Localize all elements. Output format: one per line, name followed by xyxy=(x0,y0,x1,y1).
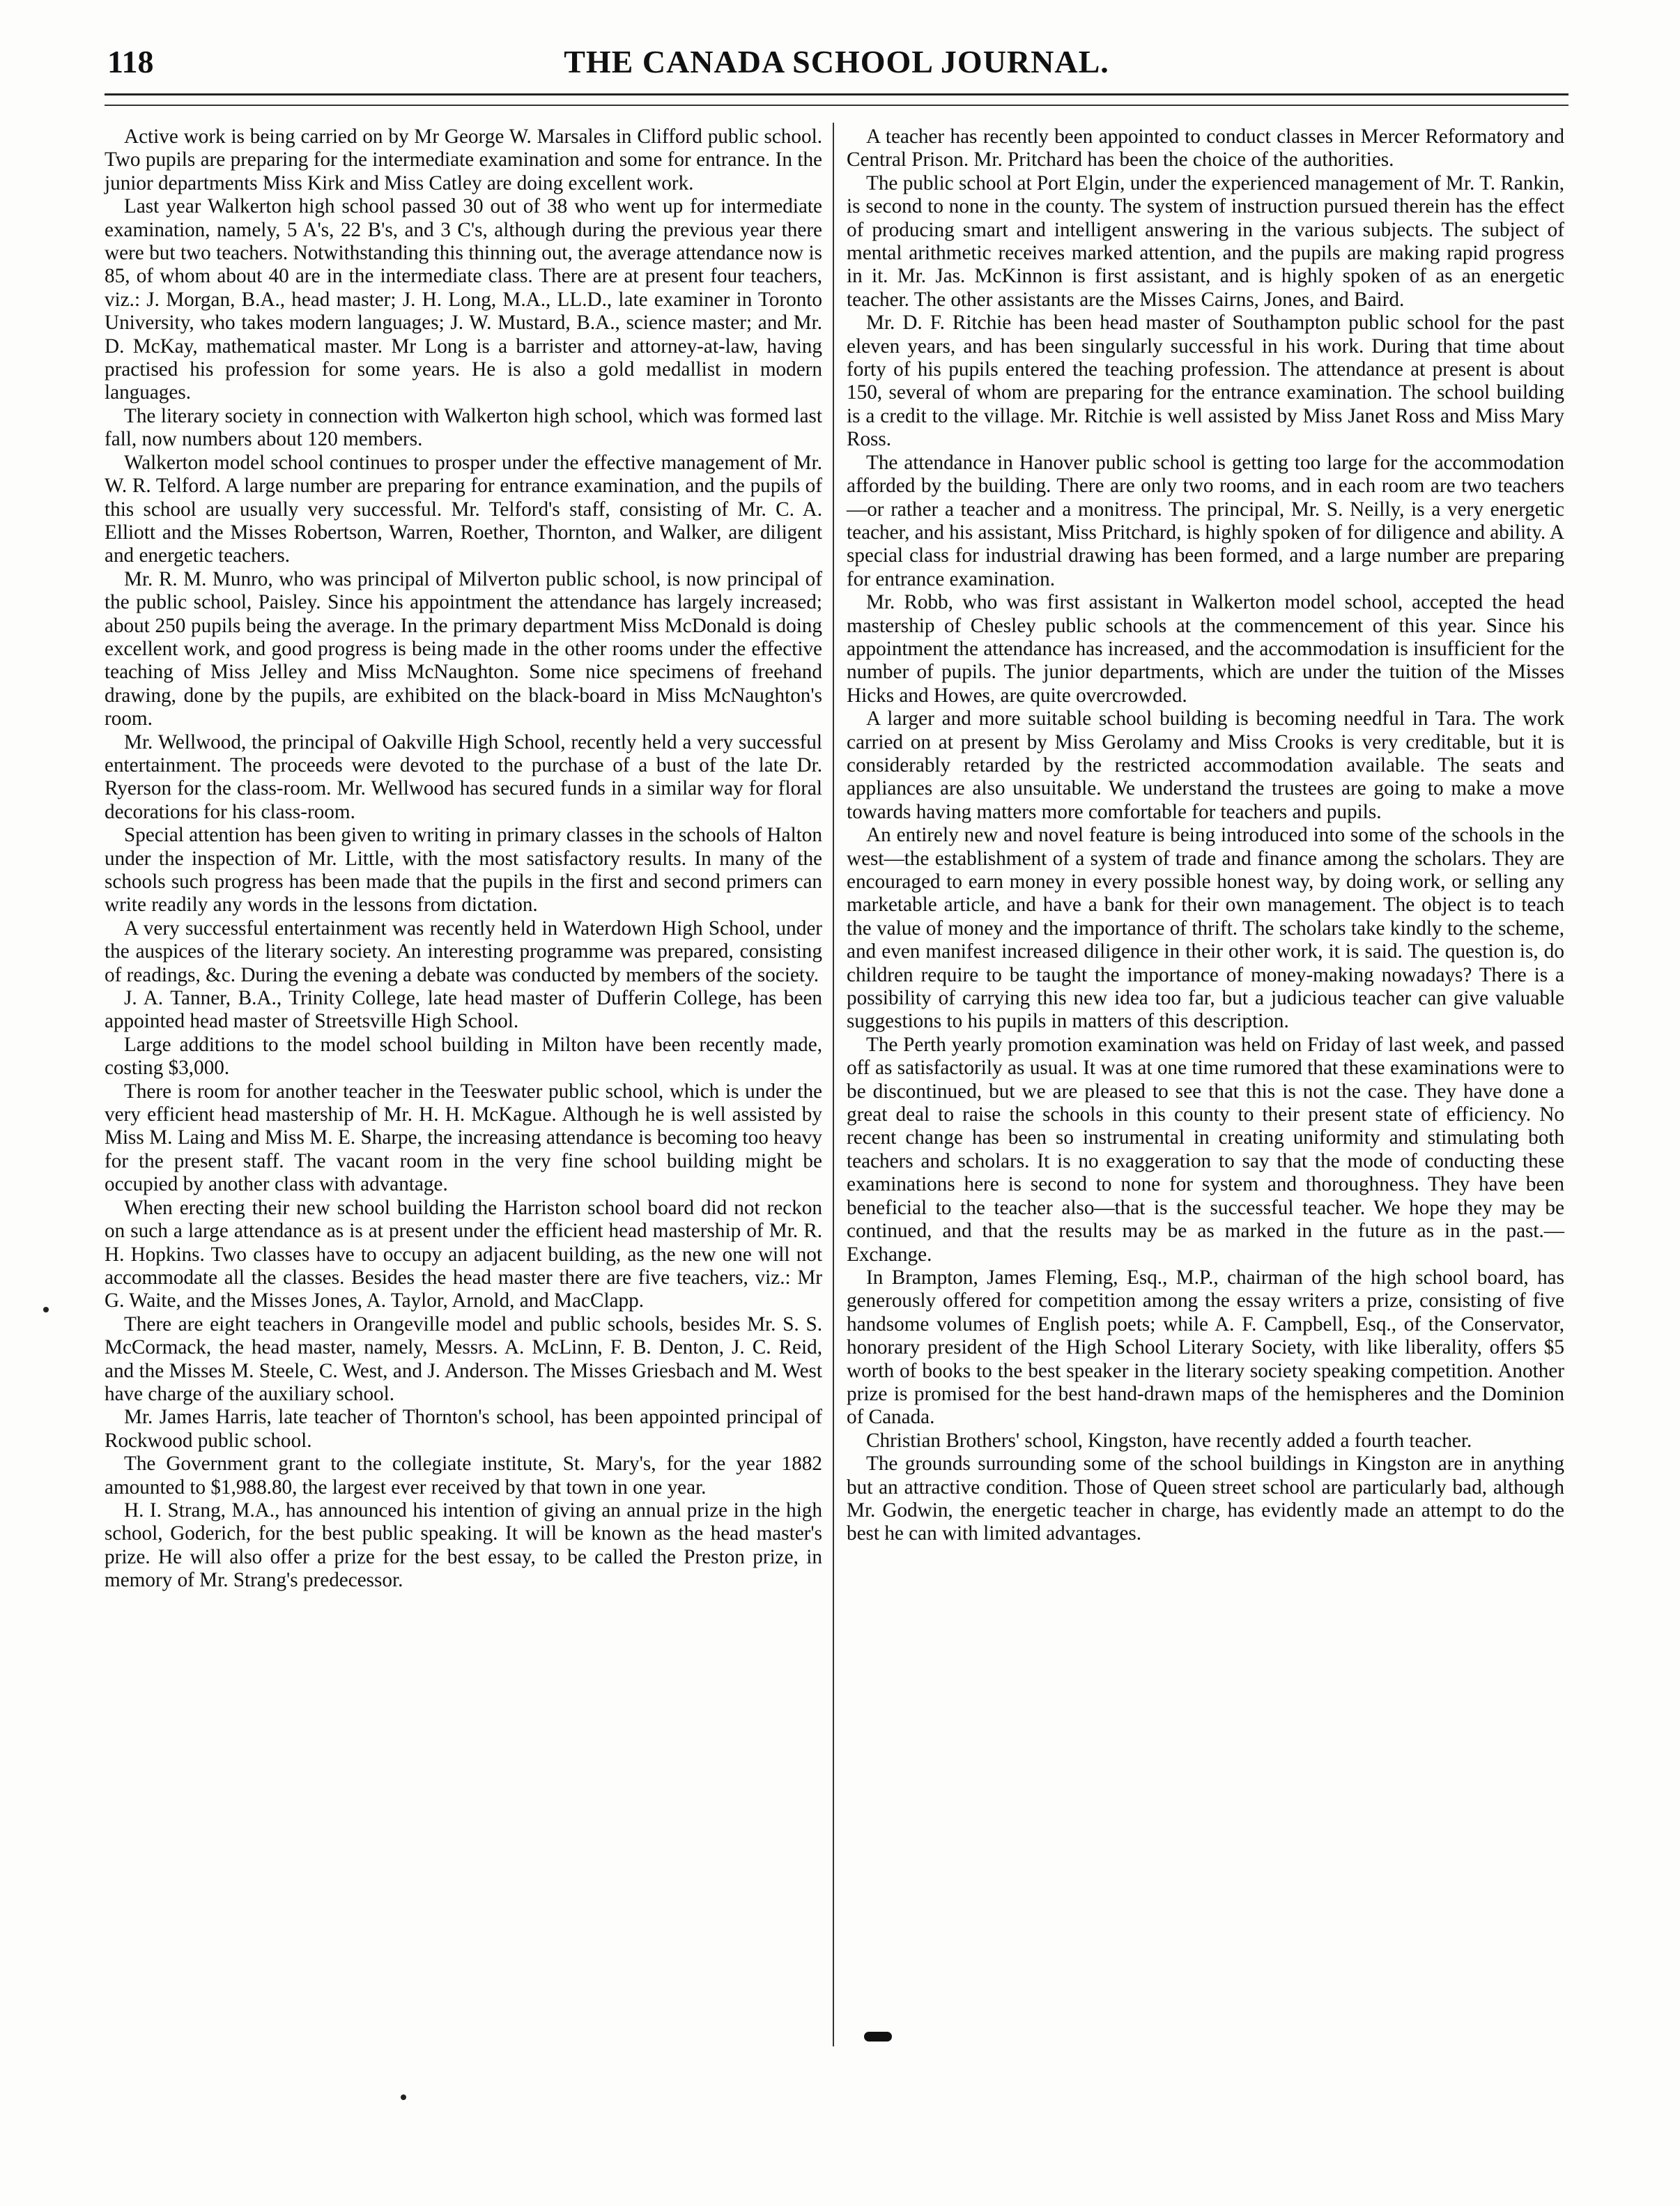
news-paragraph: Mr. R. M. Munro, who was principal of Milverton public school, is now principal of the public school, Paisley. Since his appointment the attendance has largely increased; about 250 pupils being the average. In the primary department Miss McDonald is doing excellent work, and good progress is being made in the other rooms under the effective teaching of Miss Jelley and Miss McNaughton. Some nice specimens of freehand drawing, done by the pupils, are exhibited on the black-board in Miss McNaughton's room. xyxy=(105,567,822,730)
journal-title: THE CANADA SCHOOL JOURNAL. xyxy=(564,44,1109,79)
news-paragraph: H. I. Strang, M.A., has announced his intention of giving an annual prize in the high school, Goderich, for the best public speaking. It will be known as the head master's prize. He will also offer a prize for the best essay, to be called the Preston prize, in memory of Mr. Strang's predecessor. xyxy=(105,1499,822,1592)
news-paragraph: Special attention has been given to writing in primary classes in the schools of Halton under the inspection of Mr. Little, with the most satisfactory results. In many of the schools such progress has been made that the pupils in the first and second primers can write readily any words in the lessons from dictation. xyxy=(105,824,822,917)
news-paragraph: Active work is being carried on by Mr George W. Marsales in Clifford public school. Two pupils are preparing for the intermediate examination and some for entrance. In the junior departments Miss Kirk and Miss Catley are doing excellent work. xyxy=(105,125,822,194)
news-paragraph: Mr. D. F. Ritchie has been head master of Southampton public school for the past eleven years, and has been singularly successful in his work. During that time about forty of his pupils entered the teaching profession. The attendance at present is about 150, several of whom are preparing for the entrance examination. The school building is a credit to the village. Mr. Ritchie is well assisted by Miss Janet Ross and Miss Mary Ross. xyxy=(847,312,1564,451)
page-header xyxy=(98,43,1575,92)
news-paragraph: The public school at Port Elgin, under the experienced management of Mr. T. Rankin, is second to none in the county. The system of instruction pursued therein has the effect of producing smart and intelligent answering in the various subjects. The subject of mental arithmetic receives marked attention, and the pupils are making rapid progress in it. Mr. Jas. McKinnon is first assistant, and is highly spoken of as an energetic teacher. The other assistants are the Misses Cairns, Jones, and Baird. xyxy=(847,171,1564,311)
news-paragraph: A teacher has recently been appointed to conduct classes in Mercer Reformatory and Central Prison. Mr. Pritchard has been the choice of the authorities. xyxy=(847,125,1564,171)
news-paragraph: A larger and more suitable school building is becoming needful in Tara. The work carried on at present by Miss Gerolamy and Miss Crooks is very creditable, but it is considerably retarded by the restricted accommodation available. The seats and appliances are also unsuitable. We understand the trustees are going to make a move towards having matters more comfortable for teachers and pupils. xyxy=(847,707,1564,823)
header-rule-secondary xyxy=(105,105,1569,106)
right-column xyxy=(847,125,1564,1546)
news-paragraph: There is room for another teacher in the Teeswater public school, which is under the very efficient head mastership of Mr. H. H. McKague. Although he is well assisted by Miss M. Laing and Miss M. E. Sharpe, the increasing attendance is becoming too heavy for the present staff. The vacant room in the very fine school building might be occupied by another class with advantage. xyxy=(105,1080,822,1196)
news-paragraph: Mr. Wellwood, the principal of Oakville High School, recently held a very successful entertainment. The proceeds were devoted to the purchase of a bust of the late Dr. Ryerson for the class-room. Mr. Wellwood has secured funds in a similar way for floral decorations for his class-room. xyxy=(105,730,822,823)
news-paragraph: The literary society in connection with Walkerton high school, which was formed last fall, now numbers about 120 members. xyxy=(105,404,822,451)
news-paragraph: Walkerton model school continues to prosper under the effective management of Mr. W. R. Telford. A large number are preparing for entrance examination, and the pupils of this school are usually very successful. Mr. Telford's staff, consisting of Mr. C. A. Elliott and the Misses Robertson, Warren, Roether, Thornton, and Walker, are diligent and energetic teachers. xyxy=(105,451,822,567)
news-paragraph: J. A. Tanner, B.A., Trinity College, late head master of Dufferin College, has been appointed head master of Streetsville High School. xyxy=(105,987,822,1033)
news-paragraph: In Brampton, James Fleming, Esq., M.P., chairman of the high school board, has generously offered for competition among the essay writers a prize, consisting of five handsome volumes of English poets; while A. F. Campbell, Esq., of the Conservator, honorary president of the High School Literary Society, with like liberality, offers $5 worth of books to the best speaker in the literary society speaking competition. Another prize is promised for the best hand-drawn maps of the hemispheres and the Dominion of Canada. xyxy=(847,1266,1564,1429)
news-paragraph: The grounds surrounding some of the school buildings in Kingston are in anything but an attractive condition. Those of Queen street school are particularly bad, although Mr. Godwin, the energetic teacher in charge, has evidently made an attempt to do the best he can with limited advantages. xyxy=(847,1453,1564,1545)
news-paragraph: Mr. Robb, who was first assistant in Walkerton model school, accepted the head mastership of Chesley public schools at the commencement of this year. Since his appointment the attendance has increased, and the accommodation is insufficient for the number of pupils. The junior departments, which are under the tuition of the Misses Hicks and Howes, are quite overcrowded. xyxy=(847,591,1564,707)
news-paragraph: There are eight teachers in Orangeville model and public schools, besides Mr. S. S. McCormack, the head master, namely, Messrs. A. McLinn, F. B. Denton, J. C. Reid, and the Misses M. Steele, C. West, and J. Anderson. The Misses Griesbach and M. West have charge of the auxiliary school. xyxy=(105,1312,822,1405)
news-paragraph: Last year Walkerton high school passed 30 out of 38 who went up for intermediate examination, namely, 5 A's, 22 B's, and 3 C's, although during the previous year there were but two teachers. Notwithstanding this thinning out, the average attendance now is 85, of whom about 40 are in the intermediate class. There are at present four teachers, viz.: J. Morgan, B.A., head master; J. H. Long, M.A., LL.D., late examiner in Toronto University, who takes modern languages; J. W. Mustard, B.A., science master; and Mr. D. McKay, mathematical master. Mr Long is a barrister and attorney-at-law, having practised his profession for some years. He is also a gold medallist in modern languages. xyxy=(105,195,822,404)
page-number: 118 xyxy=(107,44,154,79)
news-paragraph: Mr. James Harris, late teacher of Thornton's school, has been appointed principal of Rockwood public school. xyxy=(105,1406,822,1452)
scan-speck xyxy=(401,2094,406,2100)
news-paragraph: Large additions to the model school building in Milton have been recently made, costing $3,000. xyxy=(105,1033,822,1080)
left-column xyxy=(105,125,822,1593)
column-divider xyxy=(833,123,834,2046)
news-paragraph: The Government grant to the collegiate institute, St. Mary's, for the year 1882 amounted to $1,988.80, the largest ever received by that town in one year. xyxy=(105,1453,822,1499)
news-paragraph: The attendance in Hanover public school is getting too large for the accommodation afforded by the building. There are only two rooms, and in each room are two teachers—or rather a teacher and a monitress. The principal, Mr. S. Neilly, is a very energetic teacher, and his assistant, Miss Pritchard, is highly spoken of for diligence and ability. A special class for industrial drawing has been formed, and a large number are preparing for entrance examination. xyxy=(847,451,1564,590)
news-paragraph: When erecting their new school building the Harriston school board did not reckon on such a large attendance as is at present under the efficient head mastership of Mr. R. H. Hopkins. Two classes have to occupy an adjacent building, as the new one will not accommodate all the classes. Besides the head master there are five teachers, viz.: Mr G. Waite, and the Misses Jones, A. Taylor, Arnold, and MacClapp. xyxy=(105,1196,822,1312)
scan-speck xyxy=(43,1307,49,1312)
news-paragraph: The Perth yearly promotion examination was held on Friday of last week, and passed off as satisfactorily as usual. It was at one time rumored that these examinations were to be discontinued, but we are pleased to see that this is not the case. They have done a great deal to raise the schools in this county to their present state of efficiency. No recent change has been so instrumental in creating uniformity and stimulating both teachers and scholars. It is no exaggeration to say that the mode of conducting these examinations here is second to none for system and thoroughness. They have been beneficial to the teacher also—that is the successful teacher. We hope they may be continued, and that the results may be as marked in the future as in the past.—Exchange. xyxy=(847,1033,1564,1266)
news-paragraph: Christian Brothers' school, Kingston, have recently added a fourth teacher. xyxy=(866,1429,1472,1452)
news-paragraph: An entirely new and novel feature is being introduced into some of the schools in the west—the establishment of a system of trade and finance among the scholars. They are encouraged to earn money in every possible honest way, by doing work, or selling any marketable article, and have a bank for their own management. The object is to teach the value of money and the importance of thrift. The scholars take kindly to the scheme, and even manifest increased diligence in their other work, it is said. The question is, do children require to be taught the importance of money-making nowadays? There is a possibility of carrying this new idea too far, but a judicious teacher can give valuable suggestions to his pupils in matters of this description. xyxy=(847,824,1564,1033)
header-rule xyxy=(105,93,1569,95)
end-ornament xyxy=(864,2032,892,2042)
news-paragraph: A very successful entertainment was recently held in Waterdown High School, under the auspices of the literary society. An interesting programme was prepared, consisting of readings, &c. During the evening a debate was conducted by members of the society. xyxy=(105,917,822,986)
